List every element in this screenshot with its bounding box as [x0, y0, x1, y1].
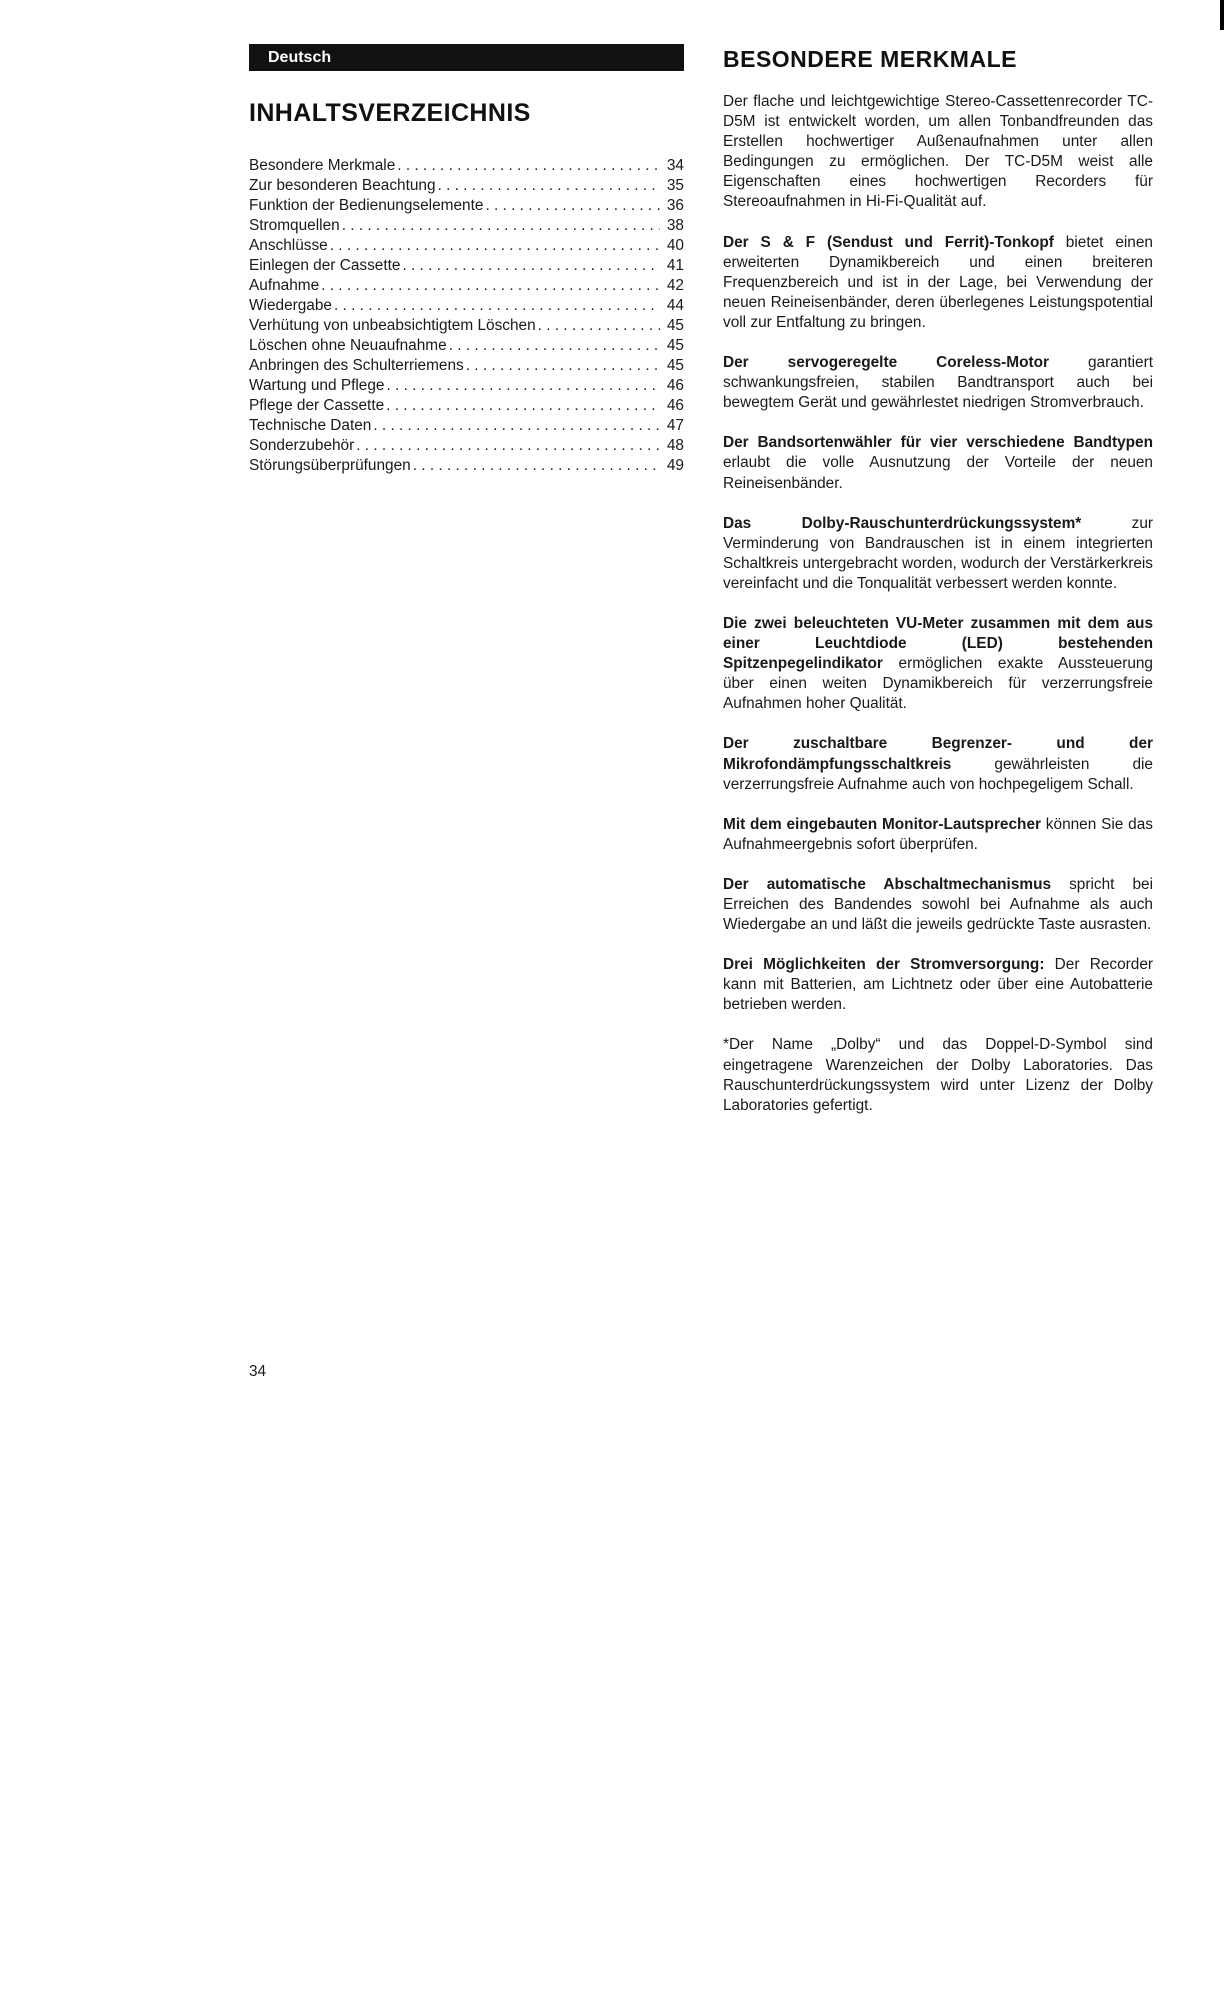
- toc-entry[interactable]: [249, 356, 684, 376]
- toc-entry-label: Anschlüsse: [249, 237, 328, 254]
- toc-entry-label: Funktion der Bedienungselemente: [249, 197, 484, 214]
- feature-heading: Die zwei beleuchteten VU-Meter zusammen mit dem aus einer Leuchtdiode (LED) bestehenden Spitzenpegelindikator: [723, 614, 1153, 673]
- feature-text: zur Verminderung von Bandrauschen ist in einem integrierten Schaltkreis untergebracht worden, wodurch der Verstärkerkreis vereinfacht und die Tonqualität verbessert werden konnte.: [723, 514, 1154, 592]
- feature-paragraph: [723, 433, 1153, 493]
- toc-entry[interactable]: [249, 336, 684, 356]
- feature-text: ermöglichen exakte Aussteuerung über einen weiten Dynamikbereich für verzerrungsfreie Aufnahmen hoher Qualität.: [723, 655, 1153, 713]
- toc-entry[interactable]: [249, 196, 684, 216]
- toc-leader-dots: [438, 176, 660, 196]
- toc-entry[interactable]: [249, 176, 684, 196]
- toc-leader-dots: [538, 316, 660, 336]
- toc-leader-dots: [342, 216, 660, 236]
- feature-heading: Der S & F (Sendust und Ferrit)-Tonkopf: [723, 233, 1054, 251]
- toc-leader-dots: [321, 276, 660, 296]
- features-intro: Der flache und leichtgewichtige Stereo-Cassettenrecorder TC-D5M ist entwickelt worden, um allen Tonbandfreunden das Erstellen hochwertiger Außenaufnahmen unter allen Bedingungen zu ermöglichen. Der TC-D5M weist alle Eigenschaften eines hochwertigen Recorders für Stereoaufnahmen in Hi-Fi-Qualität auf.: [723, 93, 1153, 211]
- toc-entry[interactable]: [249, 276, 684, 296]
- toc-entry[interactable]: [249, 216, 684, 236]
- toc-leader-dots: [356, 436, 660, 456]
- feature-paragraph: [723, 875, 1153, 935]
- toc-entry-page: 44: [666, 297, 684, 314]
- table-of-contents: [249, 156, 684, 476]
- toc-leader-dots: [449, 336, 660, 356]
- feature-paragraph: [723, 734, 1153, 794]
- toc-entry-page: 47: [666, 417, 684, 434]
- toc-entry-label: Technische Daten: [249, 417, 372, 434]
- toc-entry[interactable]: [249, 296, 684, 316]
- toc-leader-dots: [386, 376, 660, 396]
- toc-leader-dots: [485, 196, 660, 216]
- feature-heading: Drei Möglichkeiten der Stromversorgung:: [723, 956, 1045, 974]
- page-number: 34: [249, 1363, 267, 1380]
- feature-paragraph: [723, 514, 1153, 594]
- toc-entry-page: 36: [666, 197, 684, 214]
- toc-leader-dots: [334, 296, 660, 316]
- feature-heading: Der automatische Abschaltmechanismus: [723, 875, 1052, 893]
- toc-entry-page: 45: [666, 357, 684, 374]
- feature-text: gewährleisten die verzerrungsfreie Aufnahme auch von hochpegeligem Schall.: [723, 755, 1153, 793]
- language-tab: Deutsch: [249, 44, 684, 71]
- toc-entry-page: 49: [666, 457, 684, 474]
- toc-entry[interactable]: [249, 236, 684, 256]
- feature-text: spricht bei Erreichen des Bandendes sowohl bei Aufnahme als auch Wiedergabe an und läßt die jeweils gedrückte Taste ausrasten.: [723, 875, 1153, 934]
- features-column: [723, 44, 1153, 1116]
- toc-entry-label: Pflege der Cassette: [249, 397, 385, 414]
- toc-entry-page: 45: [666, 337, 684, 354]
- toc-leader-dots: [386, 396, 660, 416]
- toc-entry-label: Löschen ohne Neuaufnahme: [249, 337, 447, 354]
- toc-entry-page: 40: [666, 237, 684, 254]
- feature-paragraph: [723, 233, 1153, 333]
- toc-entry-label: Sonderzubehör: [249, 437, 355, 454]
- toc-leader-dots: [397, 156, 660, 176]
- toc-leader-dots: [402, 256, 660, 276]
- toc-entry-page: 38: [666, 217, 684, 234]
- feature-heading: Das Dolby-Rauschunterdrückungssystem*: [723, 514, 1082, 532]
- feature-text: bietet einen erweiterten Dynamikbereich und einen breiteren Frequenzbereich und ist in der Lage, bei Verwendung der neuen Reineisenbänder, deren überlegenes Leistungspotential voll zur Entfaltung zu bringen.: [723, 233, 1153, 331]
- toc-entry-page: 42: [666, 277, 684, 294]
- toc-entry-label: Anbringen des Schulterriemens: [249, 357, 464, 374]
- feature-heading: Der Bandsortenwähler für vier verschiedene Bandtypen: [723, 434, 1153, 452]
- toc-entry-label: Verhütung von unbeabsichtigtem Löschen: [249, 317, 536, 334]
- toc-entry-label: Zur besonderen Beachtung: [249, 177, 436, 194]
- toc-entry[interactable]: [249, 156, 684, 176]
- toc-leader-dots: [413, 456, 660, 476]
- toc-entry-label: Einlegen der Cassette: [249, 257, 401, 274]
- toc-entry[interactable]: [249, 376, 684, 396]
- toc-entry[interactable]: [249, 416, 684, 436]
- toc-entry[interactable]: [249, 456, 684, 476]
- toc-entry-page: 35: [666, 177, 684, 194]
- toc-entry[interactable]: [249, 316, 684, 336]
- toc-entry-page: 41: [666, 257, 684, 274]
- feature-text: garantiert schwankungsfreien, stabilen Bandtransport auch bei bewegtem Gerät und gewährlestet niedrigen Stromverbrauch.: [723, 354, 1153, 412]
- toc-entry[interactable]: [249, 396, 684, 416]
- toc-entry-page: 46: [666, 377, 684, 394]
- toc-entry[interactable]: [249, 436, 684, 456]
- feature-text: Der Recorder kann mit Batterien, am Lichtnetz oder über eine Autobatterie betrieben werden.: [723, 956, 1154, 1014]
- toc-entry-page: 48: [666, 437, 684, 454]
- feature-heading: Der servogeregelte Coreless-Motor: [723, 354, 1049, 372]
- toc-column: [249, 44, 684, 476]
- feature-text: können Sie das Aufnahmeergebnis sofort überprüfen.: [723, 815, 1153, 853]
- toc-leader-dots: [373, 416, 660, 436]
- page-edge-mark: [1220, 0, 1224, 30]
- toc-entry[interactable]: [249, 256, 684, 276]
- feature-paragraph: [723, 614, 1153, 714]
- feature-paragraph: [723, 353, 1153, 413]
- feature-heading: Der zuschaltbare Begrenzer- und der Mikrofondämpfungsschaltkreis: [723, 735, 1153, 773]
- toc-entry-label: Stromquellen: [249, 217, 340, 234]
- toc-entry-page: 34: [666, 157, 684, 174]
- feature-text: erlaubt die volle Ausnutzung der Vorteile der neuen Reineisenbänder.: [723, 454, 1153, 492]
- toc-title: INHALTSVERZEICHNIS: [249, 99, 531, 127]
- toc-leader-dots: [330, 236, 660, 256]
- toc-entry-label: Aufnahme: [249, 277, 320, 294]
- feature-heading: Mit dem eingebauten Monitor-Lautsprecher: [723, 815, 1041, 833]
- toc-entry-label: Wartung und Pflege: [249, 377, 385, 394]
- feature-paragraph: [723, 955, 1153, 1015]
- dolby-footnote: *Der Name „Dolby“ und das Doppel-D-Symbol sind eingetragene Warenzeichen der Dolby Laboratories. Das Rauschunterdrückungssystem wird unter Lizenz der Dolby Laboratories gefertigt.: [723, 1036, 1153, 1114]
- toc-entry-page: 46: [666, 397, 684, 414]
- toc-entry-label: Störungsüberprüfungen: [249, 457, 411, 474]
- toc-entry-label: Besondere Merkmale: [249, 157, 396, 174]
- toc-entry-label: Wiedergabe: [249, 297, 332, 314]
- features-title: BESONDERE MERKMALE: [723, 46, 1017, 72]
- toc-leader-dots: [466, 356, 660, 376]
- toc-entry-page: 45: [666, 317, 684, 334]
- feature-paragraph: [723, 815, 1153, 855]
